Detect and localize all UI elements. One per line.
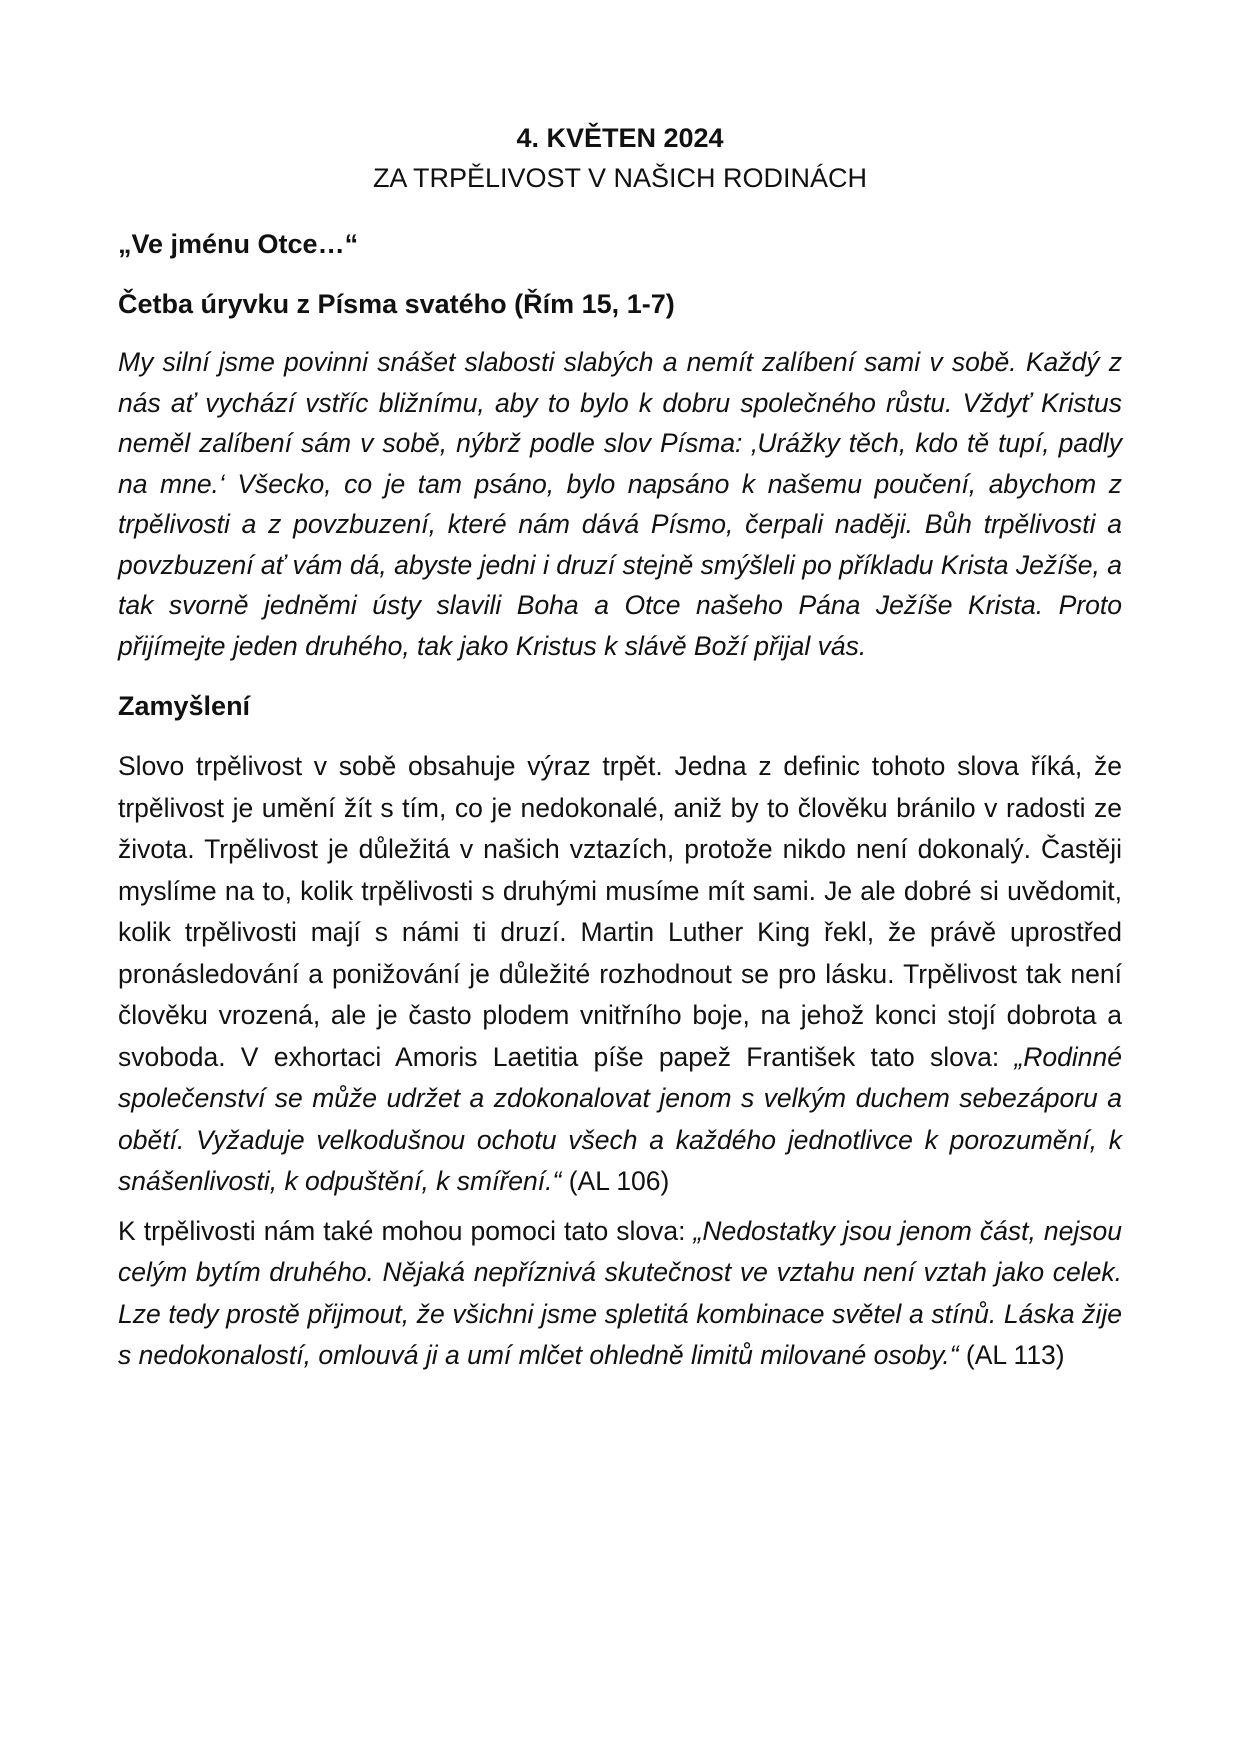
paragraph-text: Slovo trpělivost v sobě obsahuje výraz trpět. Jedna z definic tohoto slova říká, že trpělivost je umění žít s tím, co je nedokonalé, aniž by to člověku bránilo v radosti ze života. Trpělivost je důležitá v našich vztazích, protože nikdo není dokonalý. Častěji myslíme na to, kolik trpělivosti s druhými musíme mít sami. Je ale dobré si uvědomit, kolik trpělivosti mají s námi ti druzí. Martin Luther King řekl, že právě uprostřed pronásledování a ponižování je důležité rozhodnout se pro lásku. Trpělivost tak není člověku vrozená, ale je často plodem vnitřního boje, na jehož konci stojí dobrota a svoboda. V exhortaci Amoris Laetitia píše papež František tato slova: [118,751,1122,1072]
reading-heading: Četba úryvku z Písma svatého (Řím 15, 1-7) [118,289,675,319]
document-page [118,118,1122,1377]
prayer-intention-subtitle: ZA TRPĚLIVOST V NAŠICH RODINÁCH [372,163,868,193]
date-title: 4. KVĚTEN 2024 [516,123,724,153]
quote-citation: (AL 106) [561,1166,670,1196]
papal-quote: „Rodinné společenství se může udržet a zdokonalovat jenom s velkým duchem sebezáporu a obětí. Vyžaduje velkodušnou ochotu všech a každého jednotlivce k porozumění, k snášenlivosti, k odpuštění, k smíření.“ [118,1041,1122,1196]
reflection-paragraph-2 [118,1211,1122,1377]
paragraph-text: K trpělivosti nám také mohou pomoci tato slova: [118,1215,694,1246]
quote-citation: (AL 113) [958,1340,1065,1370]
reflection-heading: Zamyšlení [118,691,251,721]
reflection-paragraph-1 [118,746,1122,1203]
opening-line: „Ve jménu Otce…“ [118,229,359,259]
reading-text: My silní jsme povinni snášet slabosti slabých a nemít zalíbení sami v sobě. Každý z nás ať vychází vstříc bližnímu, aby to bylo k dobru společného růstu. Vždyť Kristus neměl zalíbení sám v sobě, nýbrž podle slov Písma: ‚Urážky těch, kdo tě tupí, padly na mne.‘ Všecko, co je tam psáno, bylo napsáno k našemu poučení, abychom z trpělivosti a z povzbuzení, které nám dává Písmo, čerpali naději. Bůh trpělivosti a povzbuzení ať vám dá, abyste jedni i druzí stejně smýšleli po příkladu Krista Ježíše, a tak svorně jedněmi ústy slavili Boha a Otce našeho Pána Ježíše Krista. Proto přijímejte jeden druhého, tak jako Kristus k slávě Boží přijal vás. [118,347,1122,661]
papal-quote: „Nedostatky jsou jenom část, nejsou celým bytím druhého. Nějaká nepříznivá skutečnost ve vztahu není vztah jako celek. Lze tedy prostě přijmout, že všichni jsme spletitá kombinace světel a stínů. Láska žije s nedokonalostí, omlouvá ji a umí mlčet ohledně limitů milované osoby.“ [118,1215,1122,1370]
